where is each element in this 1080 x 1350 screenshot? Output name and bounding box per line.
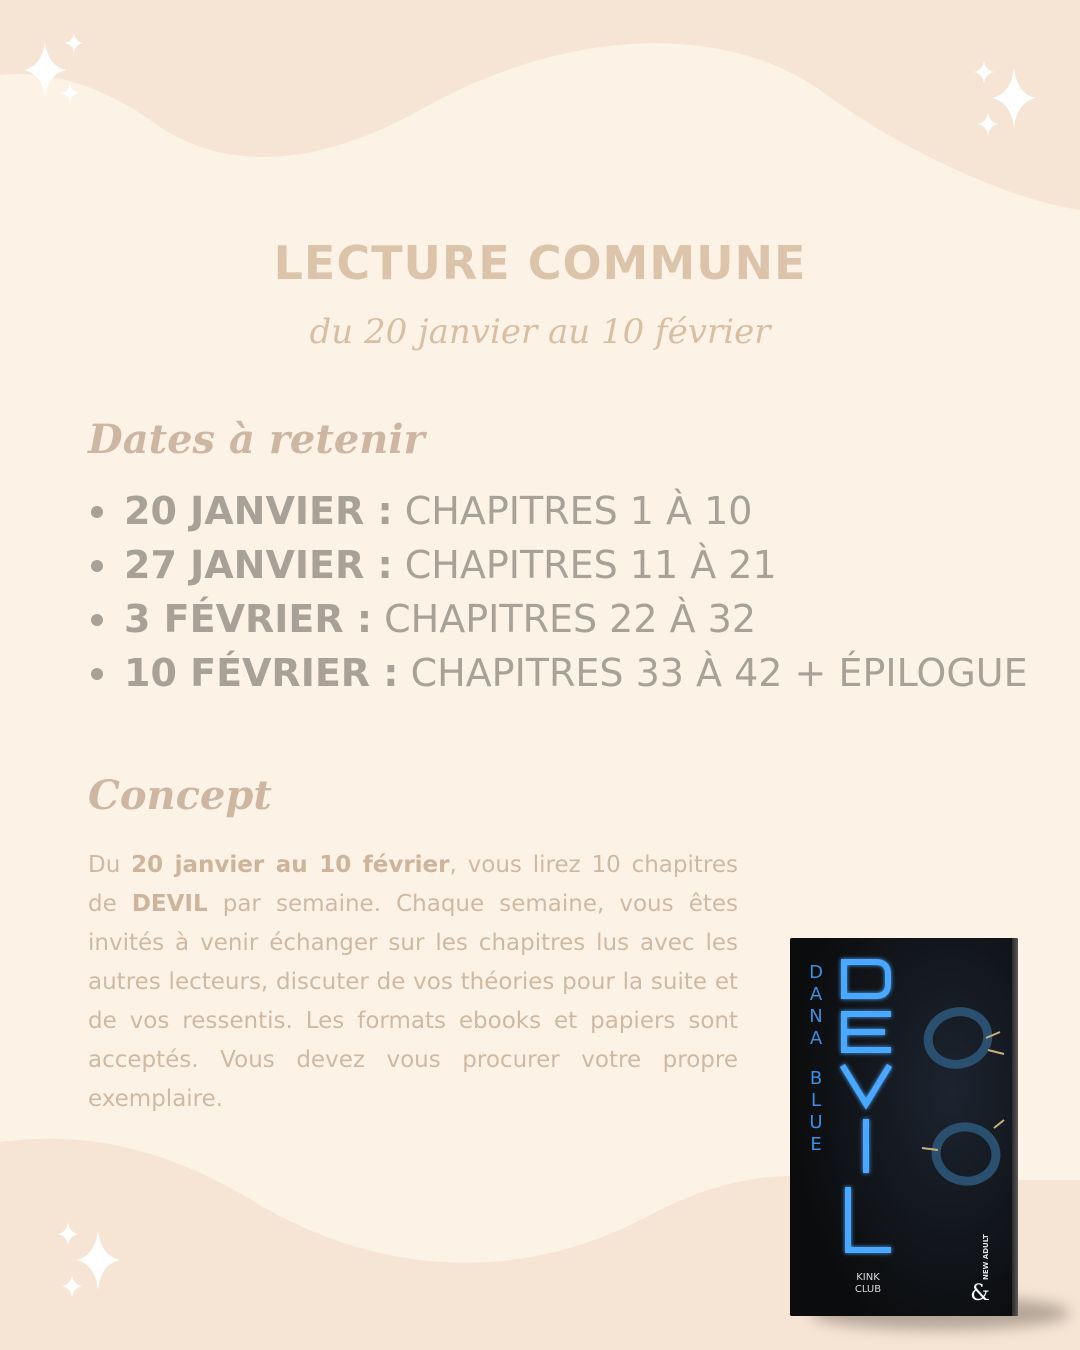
page-subtitle: du 20 janvier au 10 février: [309, 312, 771, 352]
chapter-range: CHAPITRES 11 À 21: [392, 543, 777, 587]
concept-text: par semaine. Chaque semaine, vous êtes invités à venir échanger sur les chapitres lus avec les autres lecteurs, discuter de vos théories pour la suite et de vos ressentis. Les formats ebooks et papiers sont acceptés. Vous devez vous procurer votre propre exemplaire.: [88, 891, 738, 1112]
book-cover: [790, 938, 1020, 1323]
concept-text: Du: [88, 852, 132, 878]
book-page-edge: [1012, 938, 1018, 1316]
publisher-logo: &: [970, 1281, 990, 1306]
svg-text:D: D: [809, 962, 823, 983]
series-line-1: KINK: [856, 1272, 880, 1283]
concept-text: , vous lirez 10 chapitres de: [88, 852, 738, 917]
svg-text:N: N: [809, 1006, 823, 1027]
chapter-range: CHAPITRES 1 À 10: [392, 489, 753, 533]
list-item: [88, 646, 1028, 700]
list-item: [88, 592, 988, 646]
book-front: [790, 938, 1018, 1316]
date-label: 3 FÉVRIER :: [124, 597, 373, 641]
dates-heading: Dates à retenir: [88, 416, 425, 463]
list-item: [88, 484, 988, 538]
sparkle-icon: [966, 56, 1042, 142]
imprint-label: NEW ADULT: [982, 1234, 990, 1280]
chapter-range: CHAPITRES 33 À 42 + ÉPILOGUE: [398, 651, 1028, 695]
series-line-2: CLUB: [854, 1284, 882, 1295]
svg-text:E: E: [810, 1134, 822, 1155]
svg-text:B: B: [809, 1068, 823, 1089]
sparkle-icon: [50, 1218, 126, 1304]
concept-heading: Concept: [88, 772, 272, 819]
date-label: 20 JANVIER :: [124, 489, 393, 533]
svg-text:A: A: [809, 1028, 823, 1049]
chapter-range: CHAPITRES 22 À 32: [372, 597, 757, 641]
concept-bold-title: DEVIL: [131, 891, 208, 917]
concept-bold-dates: 20 janvier au 10 février: [131, 852, 450, 878]
svg-text:U: U: [809, 1112, 823, 1133]
date-label: 10 FÉVRIER :: [124, 651, 399, 695]
svg-text:L: L: [810, 1090, 822, 1111]
book-art: [790, 938, 1018, 1316]
page-title: LECTURE COMMUNE: [273, 236, 807, 290]
svg-text:A: A: [809, 984, 823, 1005]
list-item: [88, 538, 988, 592]
concept-paragraph: [88, 846, 738, 1119]
sparkle-icon: [20, 28, 92, 112]
dates-list: [88, 484, 1028, 700]
date-label: 27 JANVIER :: [124, 543, 393, 587]
top-wave: [0, 0, 1080, 210]
